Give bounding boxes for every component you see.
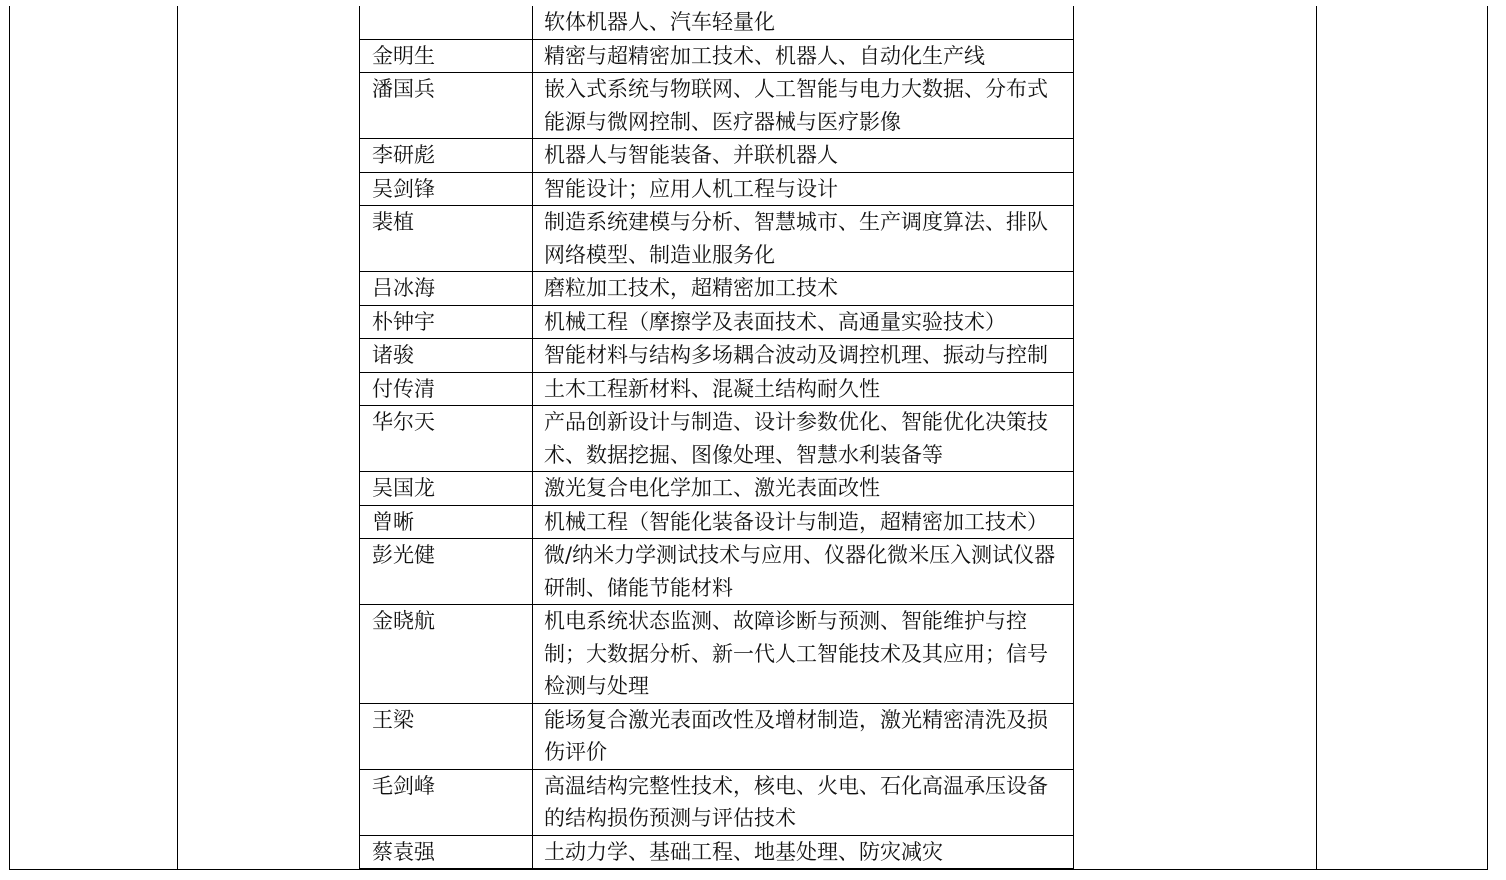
table-row [360,605,1074,704]
table-row [360,835,1074,869]
research-field: 土木工程新材料、混凝土结构耐久性 [533,372,1074,406]
table-row [360,472,1074,506]
expert-table [359,6,1074,869]
research-field: 智能设计；应用人机工程与设计 [533,172,1074,206]
research-field: 微/纳米力学测试技术与应用、仪器化微米压入测试仪器研制、储能节能材料 [533,539,1074,605]
research-field: 产品创新设计与制造、设计参数优化、智能优化决策技术、数据挖掘、图像处理、智慧水利装备等 [533,406,1074,472]
table-row [360,539,1074,605]
column-divider-1 [177,6,178,869]
research-field: 智能材料与结构多场耦合波动及调控机理、振动与控制 [533,339,1074,373]
expert-name: 朴钟宇 [360,305,533,339]
table-row [360,73,1074,139]
expert-name: 金晓航 [360,605,533,704]
research-field: 精密与超精密加工技术、机器人、自动化生产线 [533,39,1074,73]
expert-name: 蔡袁强 [360,835,533,869]
table-row [360,139,1074,173]
research-field: 机器人与智能装备、并联机器人 [533,139,1074,173]
research-field: 嵌入式系统与物联网、人工智能与电力大数据、分布式能源与微网控制、医疗器械与医疗影像 [533,73,1074,139]
table-row [360,372,1074,406]
table-row [360,206,1074,272]
expert-name: 彭光健 [360,539,533,605]
research-field: 土动力学、基础工程、地基处理、防灾减灾 [533,835,1074,869]
expert-name: 诸骏 [360,339,533,373]
research-field: 机械工程（智能化装备设计与制造，超精密加工技术） [533,505,1074,539]
expert-name: 李研彪 [360,139,533,173]
table-row [360,172,1074,206]
research-field: 制造系统建模与分析、智慧城市、生产调度算法、排队网络模型、制造业服务化 [533,206,1074,272]
document-table [9,6,1488,870]
expert-name: 王梁 [360,703,533,769]
research-field: 能场复合激光表面改性及增材制造，激光精密清洗及损伤评价 [533,703,1074,769]
research-field: 机械工程（摩擦学及表面技术、高通量实验技术） [533,305,1074,339]
table-row [360,769,1074,835]
expert-name: 金明生 [360,39,533,73]
research-field: 高温结构完整性技术，核电、火电、石化高温承压设备的结构损伤预测与评估技术 [533,769,1074,835]
table-row [360,406,1074,472]
table-row [360,272,1074,306]
expert-name: 毛剑峰 [360,769,533,835]
table-row [360,703,1074,769]
expert-name: 吴国龙 [360,472,533,506]
expert-name: 华尔天 [360,406,533,472]
expert-name: 裴植 [360,206,533,272]
table-row [360,305,1074,339]
expert-name: 曾晰 [360,505,533,539]
research-field: 机电系统状态监测、故障诊断与预测、智能维护与控制；大数据分析、新一代人工智能技术及其应用；信号检测与处理 [533,605,1074,704]
table-row [360,339,1074,373]
expert-name: 吴剑锋 [360,172,533,206]
column-divider-4 [1316,6,1317,869]
expert-name: 付传清 [360,372,533,406]
research-field: 激光复合电化学加工、激光表面改性 [533,472,1074,506]
expert-name: 吕冰海 [360,272,533,306]
research-field: 磨粒加工技术，超精密加工技术 [533,272,1074,306]
expert-name [360,6,533,39]
table-row [360,39,1074,73]
research-field: 软体机器人、汽车轻量化 [533,6,1074,39]
expert-name: 潘国兵 [360,73,533,139]
table-row [360,6,1074,39]
expert-table-body [360,6,1074,869]
table-row [360,505,1074,539]
